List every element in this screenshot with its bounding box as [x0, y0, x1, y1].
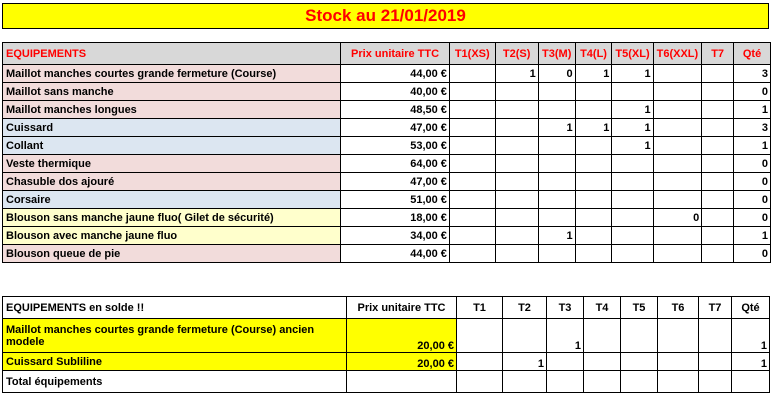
column-header[interactable]: T5 — [621, 297, 658, 319]
qty-cell[interactable] — [702, 209, 734, 227]
qty-cell[interactable]: 1 — [612, 101, 653, 119]
qty-cell[interactable]: 0 — [734, 173, 771, 191]
qty-cell[interactable] — [575, 191, 612, 209]
qty-cell[interactable]: 1 — [503, 353, 547, 371]
item-name-cell[interactable]: Cuissard — [3, 119, 341, 137]
item-name-cell[interactable]: Blouson avec manche jaune fluo — [3, 227, 341, 245]
qty-cell[interactable]: 1 — [538, 227, 575, 245]
qty-cell[interactable] — [612, 227, 653, 245]
price-cell[interactable]: 64,00 € — [341, 155, 450, 173]
qty-cell[interactable] — [612, 83, 653, 101]
qty-cell[interactable] — [575, 209, 612, 227]
table-row — [3, 353, 770, 371]
qty-cell[interactable] — [457, 319, 503, 353]
column-header[interactable]: T6(XXL) — [653, 43, 702, 65]
qty-cell[interactable] — [653, 245, 702, 263]
qty-cell[interactable]: 0 — [653, 209, 702, 227]
qty-cell[interactable] — [653, 191, 702, 209]
price-cell[interactable]: 20,00 € — [347, 319, 457, 353]
qty-cell[interactable] — [699, 353, 732, 371]
price-cell[interactable]: 20,00 € — [347, 353, 457, 371]
qty-cell[interactable] — [702, 227, 734, 245]
empty-cell[interactable] — [347, 371, 457, 393]
item-name-cell[interactable]: Maillot manches courtes grande fermeture (Course) — [3, 65, 341, 83]
empty-cell[interactable] — [457, 371, 503, 393]
column-header[interactable]: T1 — [457, 297, 503, 319]
qty-cell[interactable] — [449, 101, 495, 119]
qty-cell[interactable] — [575, 245, 612, 263]
column-header[interactable]: T1(XS) — [449, 43, 495, 65]
qty-cell[interactable] — [612, 173, 653, 191]
qty-cell[interactable] — [575, 155, 612, 173]
qty-cell[interactable] — [621, 353, 658, 371]
qty-cell[interactable] — [653, 137, 702, 155]
qty-cell[interactable]: 1 — [575, 65, 612, 83]
item-name-cell[interactable]: Collant — [3, 137, 341, 155]
sheet-title[interactable]: Stock au 21/01/2019 — [2, 3, 769, 29]
table-row — [3, 137, 771, 155]
qty-cell[interactable]: 0 — [734, 245, 771, 263]
table-row — [3, 209, 771, 227]
qty-cell[interactable]: 0 — [734, 155, 771, 173]
qty-cell[interactable] — [449, 191, 495, 209]
qty-cell[interactable] — [702, 83, 734, 101]
total-row — [3, 371, 770, 393]
table-row — [3, 245, 771, 263]
price-cell[interactable]: 53,00 € — [341, 137, 450, 155]
header-row — [3, 297, 770, 319]
qty-cell[interactable] — [575, 227, 612, 245]
qty-cell[interactable] — [658, 353, 699, 371]
price-cell[interactable]: 44,00 € — [341, 245, 450, 263]
qty-cell[interactable] — [495, 101, 538, 119]
qty-cell[interactable] — [702, 173, 734, 191]
qty-cell[interactable] — [495, 209, 538, 227]
qty-cell[interactable] — [495, 137, 538, 155]
column-header[interactable]: T2(S) — [495, 43, 538, 65]
qty-cell[interactable] — [699, 319, 732, 353]
qty-cell[interactable]: 1 — [612, 65, 653, 83]
item-name-cell[interactable]: Maillot manches courtes grande fermeture (Course) ancien modele — [3, 319, 347, 353]
qty-cell[interactable] — [449, 83, 495, 101]
qty-cell[interactable] — [584, 353, 621, 371]
table-row — [3, 319, 770, 353]
table-row — [3, 101, 771, 119]
table-row — [3, 65, 771, 83]
qty-cell[interactable]: 0 — [734, 209, 771, 227]
qty-cell[interactable] — [449, 173, 495, 191]
empty-cell[interactable] — [732, 371, 770, 393]
qty-cell[interactable] — [449, 137, 495, 155]
total-label-cell[interactable]: Total équipements — [3, 371, 347, 393]
column-header[interactable]: T4 — [584, 297, 621, 319]
qty-cell[interactable]: 1 — [732, 353, 770, 371]
qty-cell[interactable] — [538, 209, 575, 227]
qty-cell[interactable] — [457, 353, 503, 371]
qty-cell[interactable]: 1 — [575, 119, 612, 137]
qty-cell[interactable] — [702, 137, 734, 155]
qty-cell[interactable]: 1 — [734, 101, 771, 119]
qty-cell[interactable]: 1 — [547, 319, 584, 353]
empty-cell[interactable] — [503, 371, 547, 393]
qty-cell[interactable] — [612, 191, 653, 209]
table-row — [3, 173, 771, 191]
price-cell[interactable]: 51,00 € — [341, 191, 450, 209]
stock-table — [2, 42, 771, 263]
qty-cell[interactable]: 0 — [734, 191, 771, 209]
item-name-cell[interactable]: Maillot sans manche — [3, 83, 341, 101]
qty-cell[interactable]: 1 — [538, 119, 575, 137]
qty-cell[interactable] — [495, 173, 538, 191]
item-name-cell[interactable]: Blouson sans manche jaune fluo( Gilet de sécurité) — [3, 209, 341, 227]
qty-cell[interactable]: 1 — [732, 319, 770, 353]
column-header[interactable]: T3(M) — [538, 43, 575, 65]
table-row — [3, 227, 771, 245]
qty-cell[interactable] — [653, 119, 702, 137]
column-header[interactable]: T3 — [547, 297, 584, 319]
qty-cell[interactable]: 3 — [734, 119, 771, 137]
price-cell[interactable]: 40,00 € — [341, 83, 450, 101]
qty-cell[interactable] — [495, 245, 538, 263]
column-header[interactable]: Prix unitaire TTC — [341, 43, 450, 65]
qty-cell[interactable] — [653, 65, 702, 83]
qty-cell[interactable] — [449, 65, 495, 83]
qty-cell[interactable] — [538, 173, 575, 191]
qty-cell[interactable]: 1 — [734, 137, 771, 155]
qty-cell[interactable]: 3 — [734, 65, 771, 83]
qty-cell[interactable] — [503, 319, 547, 353]
column-header[interactable]: Qté — [734, 43, 771, 65]
qty-cell[interactable] — [702, 245, 734, 263]
column-header[interactable]: T5(XL) — [612, 43, 653, 65]
qty-cell[interactable] — [538, 83, 575, 101]
table-row — [3, 155, 771, 173]
item-name-cell[interactable]: Blouson queue de pie — [3, 245, 341, 263]
header-row — [3, 43, 771, 65]
qty-cell[interactable] — [653, 227, 702, 245]
qty-cell[interactable] — [653, 101, 702, 119]
item-name-cell[interactable]: Corsaire — [3, 191, 341, 209]
qty-cell[interactable] — [584, 319, 621, 353]
qty-cell[interactable] — [702, 155, 734, 173]
qty-cell[interactable] — [547, 353, 584, 371]
column-header[interactable]: T7 — [702, 43, 734, 65]
qty-cell[interactable] — [575, 83, 612, 101]
column-header[interactable]: EQUIPEMENTS — [3, 43, 341, 65]
item-name-cell[interactable]: Cuissard Subliline — [3, 353, 347, 371]
empty-cell[interactable] — [699, 371, 732, 393]
item-name-cell[interactable]: Maillot manches longues — [3, 101, 341, 119]
qty-cell[interactable]: 1 — [495, 65, 538, 83]
empty-cell[interactable] — [621, 371, 658, 393]
qty-cell[interactable] — [538, 245, 575, 263]
qty-cell[interactable]: 0 — [734, 83, 771, 101]
qty-cell[interactable] — [449, 119, 495, 137]
qty-cell[interactable] — [702, 119, 734, 137]
qty-cell[interactable] — [575, 173, 612, 191]
item-name-cell[interactable]: Veste thermique — [3, 155, 341, 173]
qty-cell[interactable] — [449, 227, 495, 245]
column-header[interactable]: T6 — [658, 297, 699, 319]
qty-cell[interactable] — [538, 155, 575, 173]
column-header[interactable]: EQUIPEMENTS en solde !! — [3, 297, 347, 319]
price-cell[interactable]: 44,00 € — [341, 65, 450, 83]
qty-cell[interactable] — [575, 101, 612, 119]
column-header[interactable]: T7 — [699, 297, 732, 319]
table-row — [3, 119, 771, 137]
qty-cell[interactable] — [538, 137, 575, 155]
column-header[interactable]: Qté — [732, 297, 770, 319]
price-cell[interactable]: 48,50 € — [341, 101, 450, 119]
empty-cell[interactable] — [547, 371, 584, 393]
price-cell[interactable]: 47,00 € — [341, 173, 450, 191]
price-cell[interactable]: 47,00 € — [341, 119, 450, 137]
qty-cell[interactable] — [495, 227, 538, 245]
qty-cell[interactable] — [653, 83, 702, 101]
qty-cell[interactable] — [495, 155, 538, 173]
qty-cell[interactable] — [653, 173, 702, 191]
qty-cell[interactable] — [495, 191, 538, 209]
qty-cell[interactable] — [621, 319, 658, 353]
column-header[interactable]: T2 — [503, 297, 547, 319]
qty-cell[interactable] — [658, 319, 699, 353]
qty-cell[interactable] — [538, 101, 575, 119]
price-cell[interactable]: 18,00 € — [341, 209, 450, 227]
qty-cell[interactable] — [449, 209, 495, 227]
column-header[interactable]: T4(L) — [575, 43, 612, 65]
item-name-cell[interactable]: Chasuble dos ajouré — [3, 173, 341, 191]
qty-cell[interactable] — [702, 65, 734, 83]
qty-cell[interactable]: 1 — [612, 119, 653, 137]
qty-cell[interactable] — [449, 245, 495, 263]
empty-cell[interactable] — [584, 371, 621, 393]
empty-cell[interactable] — [658, 371, 699, 393]
qty-cell[interactable] — [702, 191, 734, 209]
qty-cell[interactable] — [575, 137, 612, 155]
column-header[interactable]: Prix unitaire TTC — [347, 297, 457, 319]
qty-cell[interactable] — [612, 245, 653, 263]
qty-cell[interactable] — [702, 101, 734, 119]
qty-cell[interactable] — [612, 155, 653, 173]
qty-cell[interactable] — [495, 119, 538, 137]
qty-cell[interactable] — [612, 209, 653, 227]
qty-cell[interactable]: 1 — [612, 137, 653, 155]
qty-cell[interactable]: 1 — [734, 227, 771, 245]
table-row — [3, 191, 771, 209]
qty-cell[interactable] — [495, 83, 538, 101]
qty-cell[interactable]: 0 — [538, 65, 575, 83]
sale-table — [2, 296, 770, 393]
qty-cell[interactable] — [538, 191, 575, 209]
price-cell[interactable]: 34,00 € — [341, 227, 450, 245]
table-row — [3, 83, 771, 101]
qty-cell[interactable] — [449, 155, 495, 173]
qty-cell[interactable] — [653, 155, 702, 173]
